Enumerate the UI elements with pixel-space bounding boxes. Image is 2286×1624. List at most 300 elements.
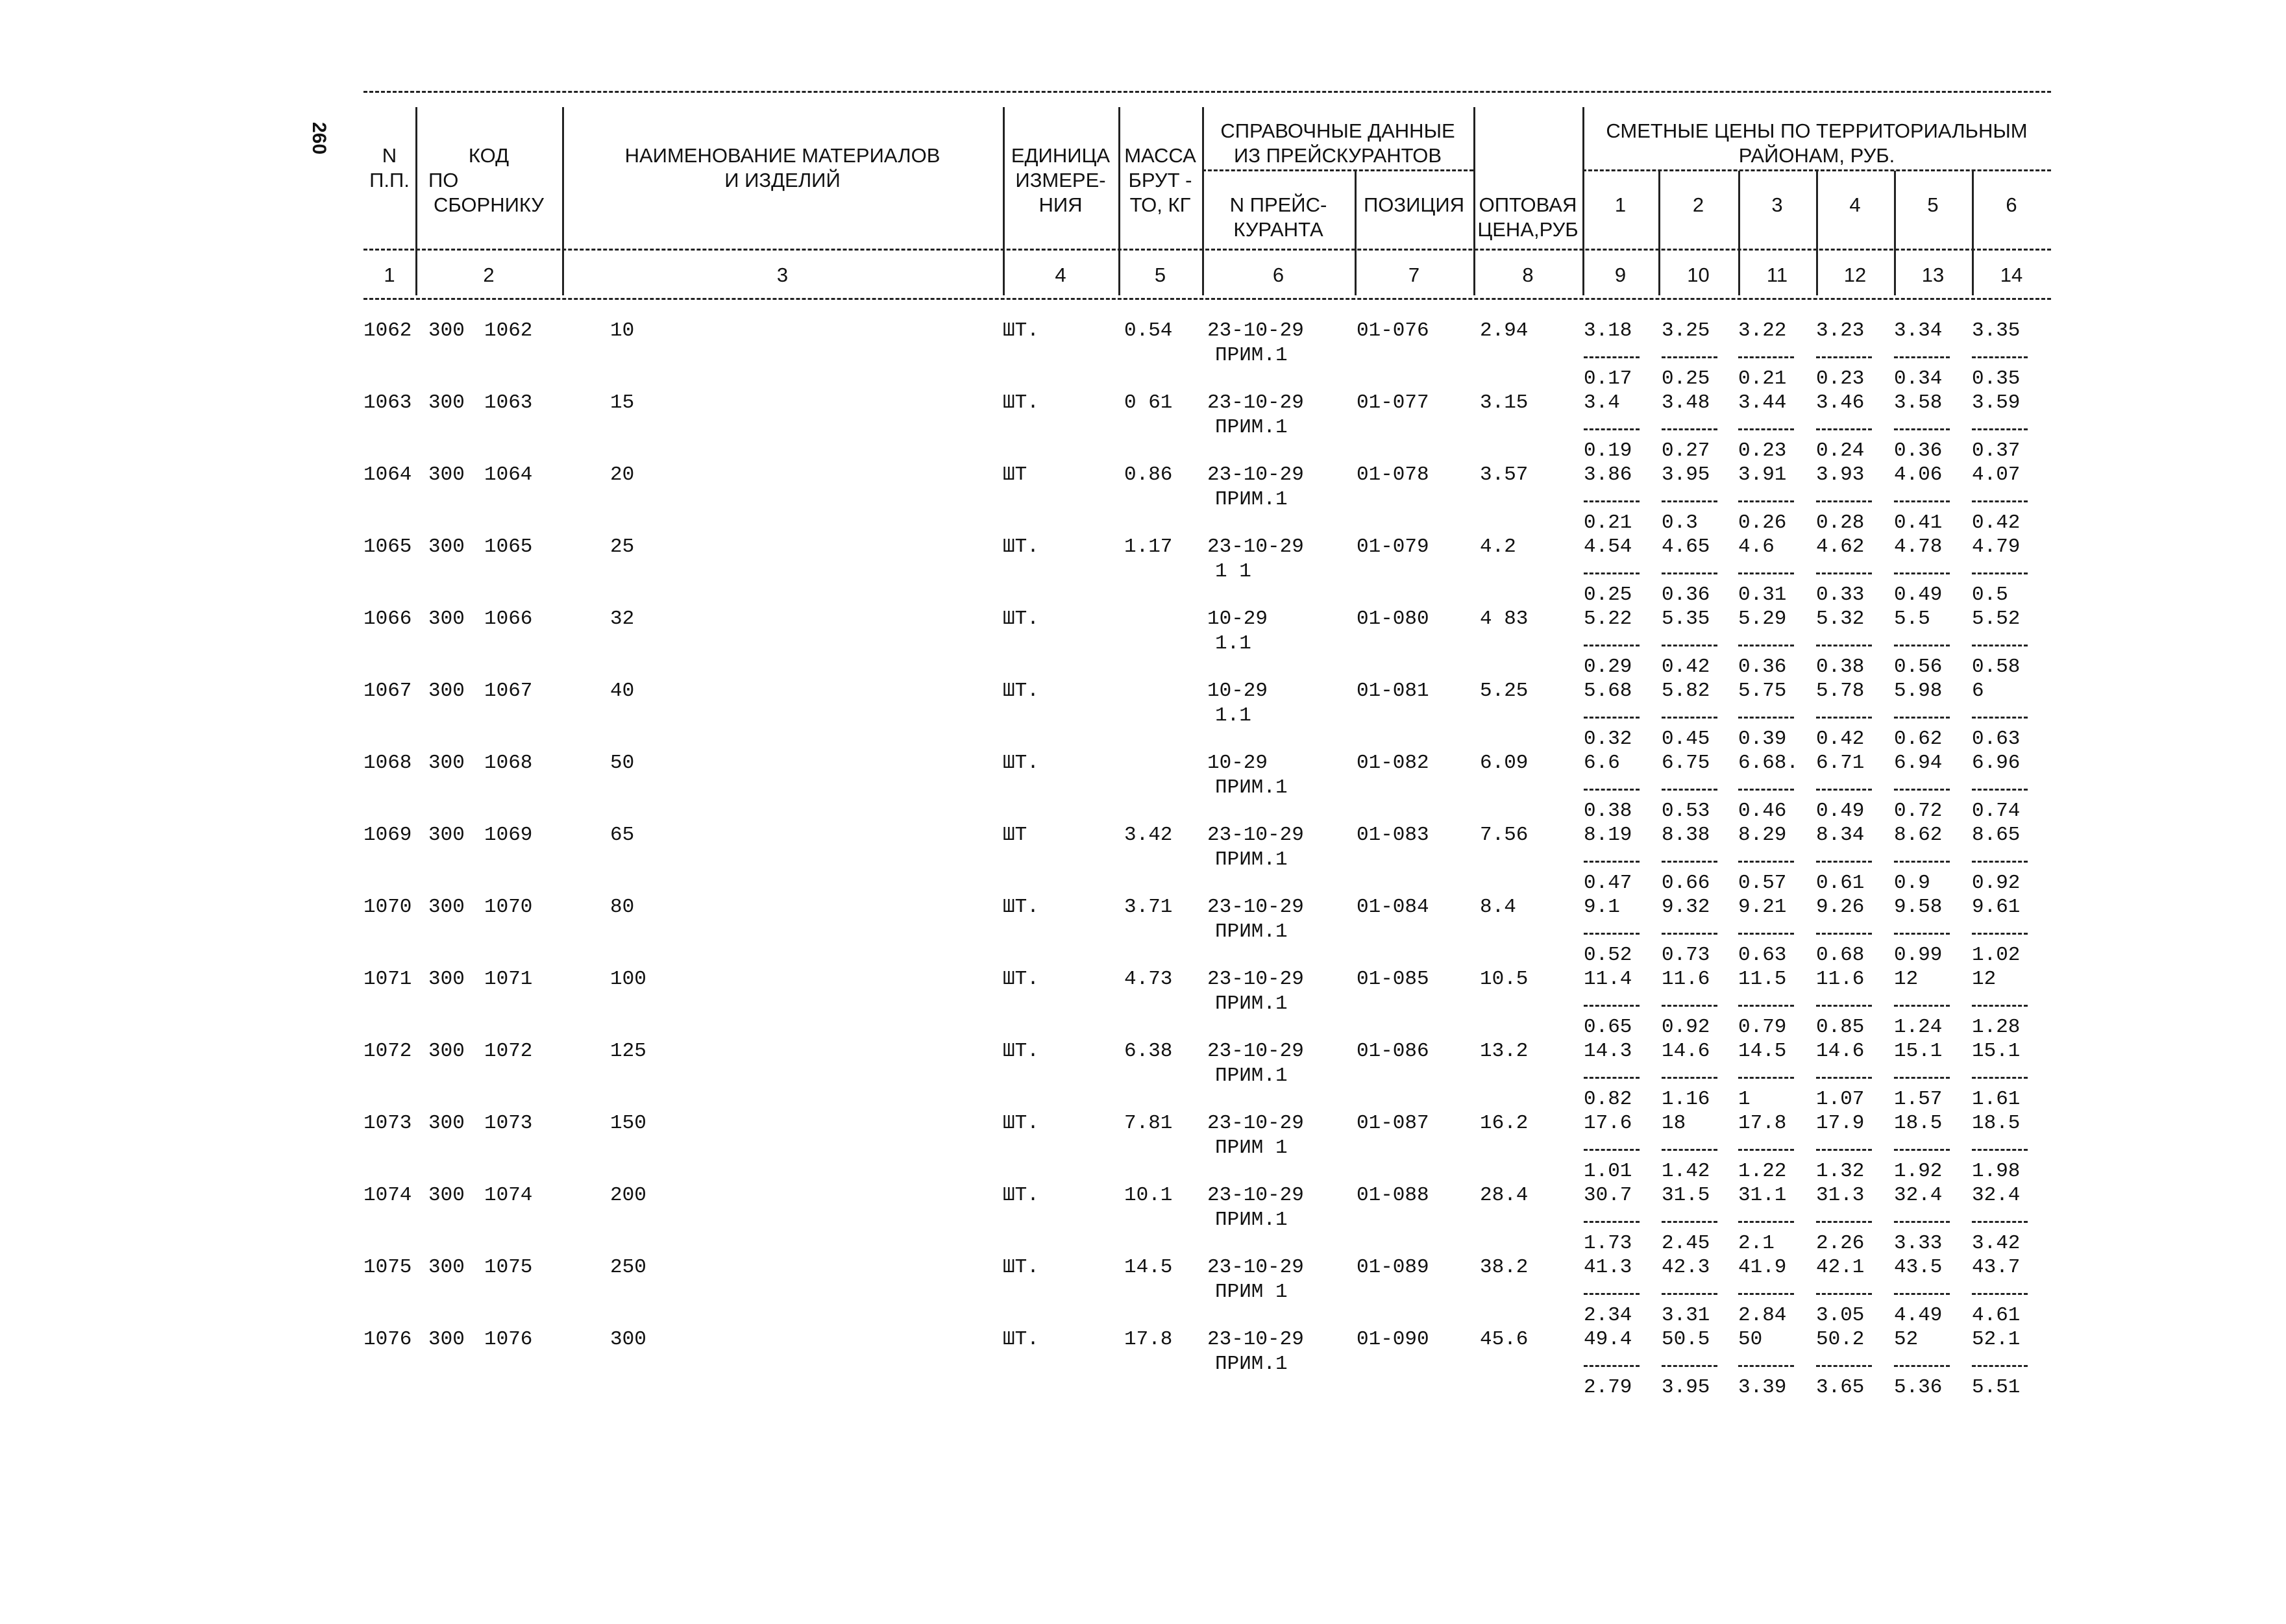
district-price-extra: 0.25 [1662, 367, 1710, 390]
district-price: 17.9 [1816, 1112, 1865, 1135]
fraction-rule [1584, 1005, 1640, 1007]
column-number: 11 [1766, 264, 1788, 286]
district-price: 4.07 [1972, 463, 2021, 486]
district-price-extra: 0.92 [1972, 872, 2021, 894]
district-price: 11.5 [1738, 968, 1787, 990]
district-price: 9.26 [1816, 896, 1865, 918]
row-pricelist: 23-10-29 [1207, 1256, 1304, 1279]
district-price-extra: 0.9 [1894, 872, 1930, 894]
row-note: ПРИМ.1 [1215, 776, 1288, 799]
district-price: 8.19 [1584, 824, 1632, 846]
header-code-line: ПО [428, 169, 459, 191]
district-price-extra: 0.99 [1894, 944, 1943, 966]
row-position: 01-080 [1357, 608, 1429, 630]
column-number: 14 [2000, 264, 2023, 286]
row-number: 1073 [363, 1112, 412, 1135]
row-position: 01-089 [1357, 1256, 1429, 1279]
row-name: 300 [610, 1328, 646, 1351]
fraction-rule [1972, 933, 2028, 935]
district-price: 42.1 [1816, 1256, 1865, 1279]
row-pricelist: 23-10-29 [1207, 1040, 1304, 1063]
district-price-cell [1972, 1112, 2028, 1183]
district-price-extra: 0.49 [1894, 584, 1943, 606]
district-price: 14.3 [1584, 1040, 1632, 1063]
district-price: 6.6 [1584, 752, 1620, 774]
column-number: 2 [483, 264, 495, 286]
row-code-part: 1071 [484, 968, 533, 990]
row-code-part: 1073 [484, 1112, 533, 1135]
row-number: 1062 [363, 319, 412, 342]
district-price-extra: 0.21 [1584, 511, 1632, 534]
district-price-extra: 2.26 [1816, 1232, 1865, 1255]
row-number: 1075 [363, 1256, 412, 1279]
district-price-cell [1662, 680, 1717, 750]
district-price: 3.44 [1738, 391, 1787, 414]
district-price-extra: 0.53 [1662, 800, 1710, 822]
district-price-cell [1972, 319, 2028, 390]
row-code-part: 300 [428, 535, 465, 558]
row-unit: ШТ [1003, 463, 1027, 486]
fraction-rule [1894, 861, 1950, 863]
district-price-cell [1816, 463, 1872, 534]
district-price: 30.7 [1584, 1184, 1632, 1207]
district-price-cell [1584, 896, 1640, 966]
district-price-extra: 1.01 [1584, 1160, 1632, 1183]
header-district: 3 [1771, 193, 1783, 216]
fraction-rule [1972, 1149, 2028, 1151]
district-price-cell [1584, 680, 1640, 750]
district-price-cell [1738, 1040, 1794, 1111]
district-price: 3.95 [1662, 463, 1710, 486]
row-name: 40 [610, 680, 635, 702]
fraction-rule [1816, 1365, 1872, 1367]
fraction-rule [1584, 428, 1640, 430]
district-price-cell [1894, 535, 1950, 606]
row-number: 1063 [363, 391, 412, 414]
district-price: 5.98 [1894, 680, 1943, 702]
row-unit: ШТ. [1003, 1112, 1039, 1135]
row-position: 01-084 [1357, 896, 1429, 918]
district-price-extra: 0.3 [1662, 511, 1698, 534]
fraction-rule [1738, 1005, 1794, 1007]
row-pricelist: 10-29 [1207, 608, 1268, 630]
district-price-extra: 1.16 [1662, 1088, 1710, 1111]
fraction-rule [1816, 789, 1872, 791]
fraction-rule [1894, 1077, 1950, 1079]
table-row [363, 608, 2051, 679]
fraction-rule [1662, 1293, 1717, 1295]
district-price-cell [1738, 824, 1794, 894]
fraction-rule [1894, 356, 1950, 358]
fraction-rule [1662, 717, 1717, 719]
fraction-rule [1738, 1149, 1794, 1151]
district-price-cell [1816, 968, 1872, 1039]
fraction-rule [1816, 1293, 1872, 1295]
district-price: 3.22 [1738, 319, 1787, 342]
fraction-rule [1662, 789, 1717, 791]
district-price: 49.4 [1584, 1328, 1632, 1351]
district-price-extra: 0.92 [1662, 1016, 1710, 1039]
row-pricelist: 23-10-29 [1207, 1112, 1304, 1135]
district-price-extra: 3.65 [1816, 1376, 1865, 1399]
fraction-rule [1894, 428, 1950, 430]
row-position: 01-085 [1357, 968, 1429, 990]
district-price-extra: 0.42 [1972, 511, 2021, 534]
row-wholesale: 8.4 [1480, 896, 1516, 918]
district-price-extra: 0.19 [1584, 439, 1632, 462]
district-price-extra: 3.33 [1894, 1232, 1943, 1255]
district-price-extra: 0.42 [1662, 656, 1710, 678]
row-note: ПРИМ.1 [1215, 1353, 1288, 1375]
row-code-part: 300 [428, 391, 465, 414]
district-price-cell [1662, 319, 1717, 390]
row-position: 01-083 [1357, 824, 1429, 846]
header-unit-line: ЕДИНИЦА [1011, 144, 1111, 167]
district-price: 5.78 [1816, 680, 1865, 702]
district-price-cell [1738, 896, 1794, 966]
row-unit: ШТ. [1003, 319, 1039, 342]
table-row [363, 968, 2051, 1039]
row-code-part: 1070 [484, 896, 533, 918]
fraction-rule [1816, 861, 1872, 863]
district-price: 50.5 [1662, 1328, 1710, 1351]
row-number: 1067 [363, 680, 412, 702]
district-price: 18 [1662, 1112, 1686, 1135]
district-price-cell [1584, 608, 1640, 678]
header-mass [1118, 143, 1202, 217]
row-name: 15 [610, 391, 635, 414]
column-number: 13 [1921, 264, 1945, 286]
row-name: 50 [610, 752, 635, 774]
fraction-rule [1662, 1149, 1717, 1151]
row-code-part: 300 [428, 968, 465, 990]
district-price-cell [1894, 680, 1950, 750]
district-price: 12 [1972, 968, 1997, 990]
district-price-cell [1662, 1040, 1717, 1111]
fraction-rule [1662, 572, 1717, 574]
header-district: 4 [1849, 193, 1861, 216]
header-n-line: П.П. [369, 169, 410, 191]
header-district: 6 [2006, 193, 2017, 216]
row-code-part: 1067 [484, 680, 533, 702]
district-price-cell [1738, 1328, 1794, 1399]
district-price-cell [1584, 1040, 1640, 1111]
fraction-rule [1972, 428, 2028, 430]
district-price-extra: 1.02 [1972, 944, 2021, 966]
row-unit: ШТ. [1003, 968, 1039, 990]
district-price: 32.4 [1894, 1184, 1943, 1207]
row-wholesale: 2.94 [1480, 319, 1529, 342]
fraction-rule [1816, 645, 1872, 646]
fraction-rule [1738, 428, 1794, 430]
row-code-part: 300 [428, 752, 465, 774]
row-mass: 6.38 [1124, 1040, 1173, 1063]
fraction-rule [1662, 1221, 1717, 1223]
row-mass: 1.17 [1124, 535, 1173, 558]
column-number: 1 [384, 264, 395, 286]
row-code-part: 1072 [484, 1040, 533, 1063]
district-price-extra: 0.52 [1584, 944, 1632, 966]
fraction-rule [1584, 1149, 1640, 1151]
row-number: 1072 [363, 1040, 412, 1063]
fraction-rule [1584, 356, 1640, 358]
header-unit [1003, 143, 1118, 217]
district-price-cell [1894, 1256, 1950, 1327]
district-price: 4.06 [1894, 463, 1943, 486]
row-name: 20 [610, 463, 635, 486]
column-number: 6 [1272, 264, 1284, 286]
district-price: 9.1 [1584, 896, 1620, 918]
district-price-cell [1894, 1184, 1950, 1255]
header-n-line: N [382, 144, 397, 167]
district-price-extra: 0.45 [1662, 728, 1710, 750]
fraction-rule [1738, 572, 1794, 574]
district-price-cell [1738, 968, 1794, 1039]
row-pricelist: 23-10-29 [1207, 319, 1304, 342]
fraction-rule [1584, 933, 1640, 935]
header-price-group [1582, 119, 2051, 168]
district-price-cell [1584, 968, 1640, 1039]
district-price-cell [1972, 968, 2028, 1039]
district-price-cell [1972, 1256, 2028, 1327]
district-price-cell [1972, 752, 2028, 822]
district-price-cell [1894, 824, 1950, 894]
row-unit: ШТ. [1003, 896, 1039, 918]
row-mass: 14.5 [1124, 1256, 1173, 1279]
district-price-extra: 2.34 [1584, 1304, 1632, 1327]
fraction-rule [1894, 1005, 1950, 1007]
district-price: 41.9 [1738, 1256, 1787, 1279]
district-price: 5.22 [1584, 608, 1632, 630]
district-price-extra: 0.35 [1972, 367, 2021, 390]
district-price: 8.65 [1972, 824, 2021, 846]
fraction-rule [1816, 1077, 1872, 1079]
district-price-extra: 0.25 [1584, 584, 1632, 606]
fraction-rule [1662, 1005, 1717, 1007]
district-price-extra: 0.42 [1816, 728, 1865, 750]
row-position: 01-081 [1357, 680, 1429, 702]
fraction-rule [1662, 861, 1717, 863]
fraction-rule [1894, 1365, 1950, 1367]
row-code-part: 1074 [484, 1184, 533, 1207]
district-price-extra: 1.28 [1972, 1016, 2021, 1039]
district-price: 6.96 [1972, 752, 2021, 774]
district-price-extra: 0.36 [1894, 439, 1943, 462]
column-number: 12 [1843, 264, 1867, 286]
row-position: 01-077 [1357, 391, 1429, 414]
row-pricelist: 23-10-29 [1207, 1184, 1304, 1207]
row-number: 1069 [363, 824, 412, 846]
district-price: 18.5 [1894, 1112, 1943, 1135]
district-price-extra: 4.49 [1894, 1304, 1943, 1327]
district-price: 3.34 [1894, 319, 1943, 342]
district-price: 14.6 [1662, 1040, 1710, 1063]
fraction-rule [1738, 789, 1794, 791]
fraction-rule [1894, 933, 1950, 935]
row-name: 65 [610, 824, 635, 846]
header-ref-line: СПРАВОЧНЫЕ ДАННЫЕ [1220, 119, 1455, 142]
district-price-cell [1584, 1112, 1640, 1183]
fraction-rule [1662, 1365, 1717, 1367]
row-mass: 0.54 [1124, 319, 1173, 342]
row-position: 01-082 [1357, 752, 1429, 774]
district-price: 12 [1894, 968, 1919, 990]
district-price: 8.34 [1816, 824, 1865, 846]
district-price-extra: 1.61 [1972, 1088, 2021, 1111]
district-price: 41.3 [1584, 1256, 1632, 1279]
district-price-extra: 0.23 [1816, 367, 1865, 390]
row-mass: 17.8 [1124, 1328, 1173, 1351]
district-price-extra: 0.46 [1738, 800, 1787, 822]
district-price: 6.71 [1816, 752, 1865, 774]
district-price-cell [1662, 968, 1717, 1039]
table-row [363, 680, 2051, 751]
district-price-extra: 1.92 [1894, 1160, 1943, 1183]
district-price: 3.23 [1816, 319, 1865, 342]
district-price-extra: 0.72 [1894, 800, 1943, 822]
row-position: 01-086 [1357, 1040, 1429, 1063]
district-price-cell [1816, 535, 1872, 606]
district-price-cell [1584, 1184, 1640, 1255]
fraction-rule [1662, 933, 1717, 935]
row-unit: ШТ [1003, 824, 1027, 846]
row-note: ПРИМ.1 [1215, 992, 1288, 1015]
district-price: 3.46 [1816, 391, 1865, 414]
price-table [363, 91, 2051, 1399]
page-number: 260 [308, 122, 330, 155]
district-price-cell [1584, 391, 1640, 462]
district-price: 8.62 [1894, 824, 1943, 846]
row-number: 1074 [363, 1184, 412, 1207]
district-price-extra: 3.95 [1662, 1376, 1710, 1399]
district-price-cell [1662, 896, 1717, 966]
fraction-rule [1662, 428, 1717, 430]
row-note: ПРИМ 1 [1215, 1281, 1288, 1303]
row-note: 1.1 [1215, 704, 1251, 727]
row-unit: ШТ. [1003, 1184, 1039, 1207]
district-price: 6 [1972, 680, 1984, 702]
district-price: 15.1 [1894, 1040, 1943, 1063]
row-code-part: 1066 [484, 608, 533, 630]
district-price: 4.54 [1584, 535, 1632, 558]
district-price: 52 [1894, 1328, 1919, 1351]
row-code-part: 1065 [484, 535, 533, 558]
district-price-extra: 2.1 [1738, 1232, 1775, 1255]
district-price-extra: 1.98 [1972, 1160, 2021, 1183]
header-reference-group [1202, 119, 1473, 168]
row-code-part: 1062 [484, 319, 533, 342]
row-wholesale: 5.25 [1480, 680, 1529, 702]
district-price: 4.6 [1738, 535, 1775, 558]
fraction-rule [1662, 1077, 1717, 1079]
row-position: 01-090 [1357, 1328, 1429, 1351]
district-price-cell [1972, 1328, 2028, 1399]
row-wholesale: 6.09 [1480, 752, 1529, 774]
district-price: 6.68. [1738, 752, 1799, 774]
row-number: 1065 [363, 535, 412, 558]
row-code-part: 300 [428, 1256, 465, 1279]
district-price-extra: 2.79 [1584, 1376, 1632, 1399]
district-price: 6.94 [1894, 752, 1943, 774]
table-header [363, 93, 2051, 298]
fraction-rule [1662, 645, 1717, 646]
row-note: 1.1 [1215, 632, 1251, 655]
fraction-rule [1816, 1221, 1872, 1223]
row-unit: ШТ. [1003, 391, 1039, 414]
header-name-line: И ИЗДЕЛИЙ [724, 169, 841, 191]
header-bottom-rule [363, 298, 2051, 300]
district-price-extra: 3.31 [1662, 1304, 1710, 1327]
fraction-rule [1738, 356, 1794, 358]
header-code-line: КОД [468, 144, 510, 167]
district-price-extra: 0.62 [1894, 728, 1943, 750]
district-price: 31.3 [1816, 1184, 1865, 1207]
district-price-cell [1894, 1040, 1950, 1111]
row-note: ПРИМ.1 [1215, 488, 1288, 511]
district-price-cell [1738, 319, 1794, 390]
district-price: 17.6 [1584, 1112, 1632, 1135]
fraction-rule [1972, 500, 2028, 502]
header-pricelist [1202, 193, 1355, 242]
fraction-rule [1816, 1005, 1872, 1007]
district-price-extra: 0.36 [1662, 584, 1710, 606]
district-price-extra: 0.82 [1584, 1088, 1632, 1111]
district-price-cell [1584, 535, 1640, 606]
row-mass: 7.81 [1124, 1112, 1173, 1135]
row-pricelist: 23-10-29 [1207, 968, 1304, 990]
district-price-extra: 0.79 [1738, 1016, 1787, 1039]
fraction-rule [1972, 572, 2028, 574]
header-code [415, 143, 562, 217]
row-wholesale: 13.2 [1480, 1040, 1529, 1063]
fraction-rule [1816, 933, 1872, 935]
district-price-extra: 0.5 [1972, 584, 2008, 606]
fraction-rule [1816, 717, 1872, 719]
row-unit: ШТ. [1003, 1040, 1039, 1063]
fraction-rule [1584, 1221, 1640, 1223]
row-mass: 3.71 [1124, 896, 1173, 918]
table-row [363, 752, 2051, 823]
fraction-rule [1584, 500, 1640, 502]
district-price-cell [1894, 1328, 1950, 1399]
district-price: 11.4 [1584, 968, 1632, 990]
column-number: 10 [1687, 264, 1710, 286]
fraction-rule [1738, 717, 1794, 719]
row-name: 32 [610, 608, 635, 630]
row-note: ПРИМ.1 [1215, 848, 1288, 871]
row-pricelist: 10-29 [1207, 752, 1268, 774]
column-number: 9 [1614, 264, 1627, 286]
fraction-rule [1816, 1149, 1872, 1151]
header-district: 1 [1614, 193, 1627, 216]
row-number: 1076 [363, 1328, 412, 1351]
fraction-rule [1816, 428, 1872, 430]
district-price-extra: 0.74 [1972, 800, 2021, 822]
row-unit: ШТ. [1003, 1256, 1039, 1279]
row-note: ПРИМ 1 [1215, 1137, 1288, 1159]
district-price: 4.78 [1894, 535, 1943, 558]
district-price-extra: 0.63 [1972, 728, 2021, 750]
district-price: 5.29 [1738, 608, 1787, 630]
district-price: 3.93 [1816, 463, 1865, 486]
district-price-cell [1816, 391, 1872, 462]
district-price-cell [1972, 608, 2028, 678]
row-name: 150 [610, 1112, 646, 1135]
district-price-extra: 1.32 [1816, 1160, 1865, 1183]
header-price-line: РАЙОНАМ, РУБ. [1738, 144, 1895, 167]
fraction-rule [1972, 717, 2028, 719]
district-price: 8.29 [1738, 824, 1787, 846]
